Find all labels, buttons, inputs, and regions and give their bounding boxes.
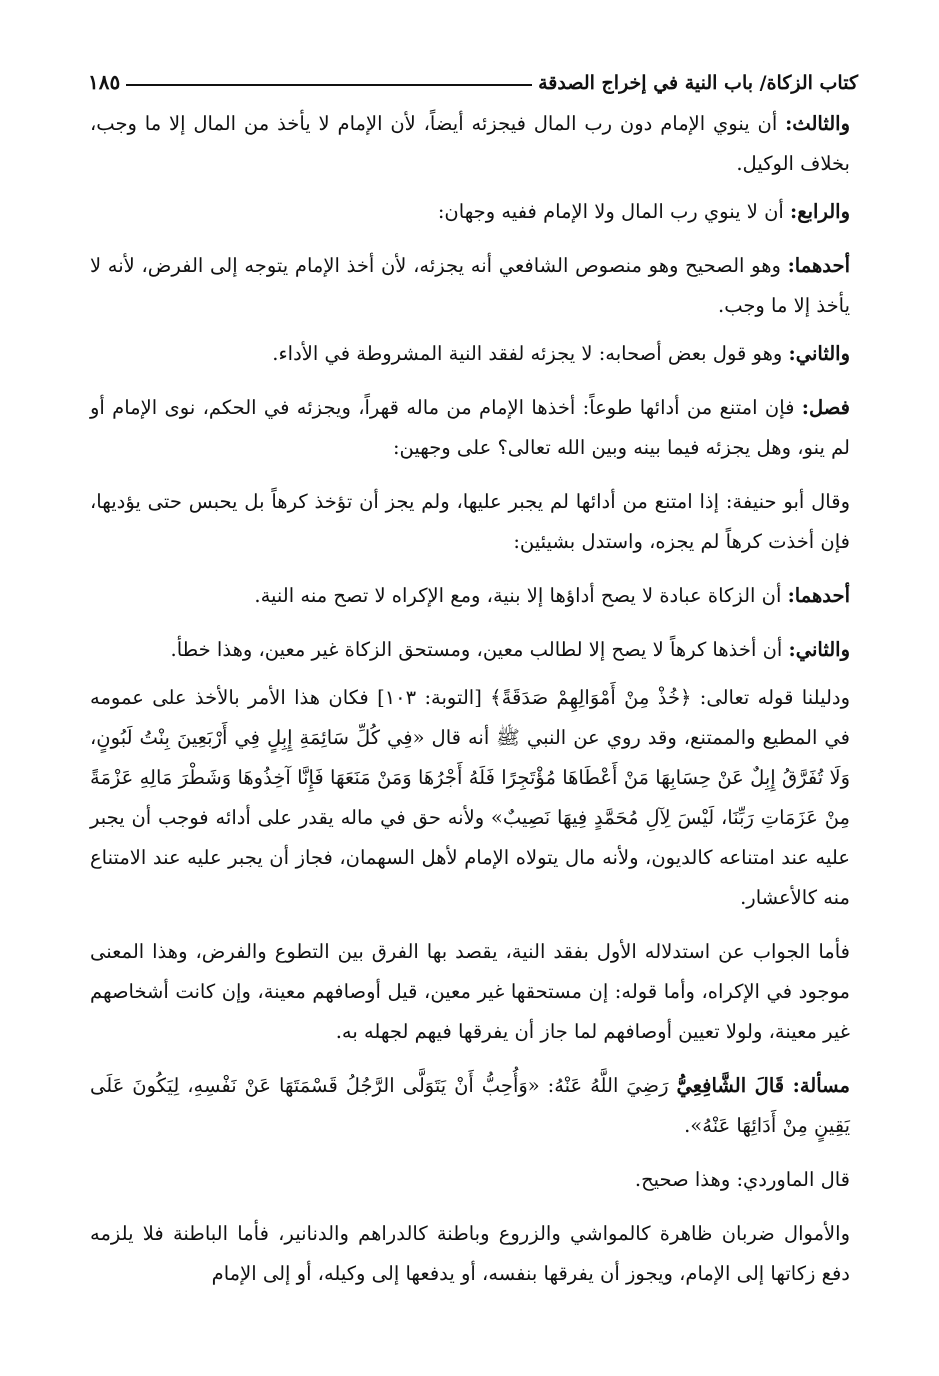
paragraph-text: فأما الجواب عن استدلاله الأول بفقد النية، يقصد بها الفرق بين التطوع والفرض، وهذا المعنى موجود في الإكراه، وأما قوله: إن مستحقها غير معين، قيل أوصافهم معينة، وإن كانت أشخاصهم غير معينة، ولولا تعيين أوصافهم لما جاز أن يفرقها فيهم لجهله به. [90,940,850,1043]
paragraph-text: وهو الصحيح وهو منصوص الشافعي أنه يجزئه، لأن أخذ الإمام يتوجه إلى الفرض، لأنه لا يأخذ إلا ما وجب. [90,254,850,317]
paragraph-1 [90,104,850,184]
paragraph-text: أن ينوي الإمام دون رب المال فيجزئه أيضاً، لأن الإمام لا يأخذ من المال إلا ما وجب، بخلاف الوكيل. [90,112,850,175]
paragraph-3 [90,246,850,326]
paragraph-5 [90,388,850,468]
paragraph-lead: والثاني: [788,638,850,661]
paragraph-lead: أحدهما: [787,584,850,607]
page-body [90,104,850,1302]
paragraph-lead: فصل: [801,396,850,419]
header-rule [126,84,532,86]
paragraph-text: أن أخذها كرهاً لا يصح إلا لطالب معين، ومستحق الزكاة غير معين، وهذا خطأ. [170,638,789,661]
paragraph-11 [90,1066,850,1146]
paragraph-12 [90,1160,850,1200]
paragraph-2 [90,192,850,232]
paragraph-text: أن لا ينوي رب المال ولا الإمام ففيه وجهان: [437,200,791,223]
paragraph-text: فإن امتنع من أدائها طوعاً: أخذها الإمام من ماله قهراً، ويجزئه في الحكم، نوى الإمام أو لم ينو، وهل يجزئه فيما بينه وبين الله تعالى؟ على وجهين: [90,396,850,459]
running-header [88,58,858,94]
paragraph-lead: أحدهما: [787,254,850,277]
paragraph-9 [90,678,850,918]
paragraph-6 [90,482,850,562]
paragraph-lead: والثالث: [785,112,850,135]
paragraph-lead: مسألة: قَالَ الشَّافِعِيُّ [676,1074,850,1097]
paragraph-text: قال الماوردي: وهذا صحيح. [634,1168,850,1191]
paragraph-8 [90,630,850,670]
paragraph-10 [90,932,850,1052]
header-title: كتاب الزكاة/ باب النية في إخراج الصدقة [538,72,858,94]
paragraph-4 [90,334,850,374]
paragraph-lead: والثاني: [788,342,850,365]
paragraph-lead: والرابع: [790,200,850,223]
paragraph-text: والأموال ضربان ظاهرة كالمواشي والزروع وباطنة كالدراهم والدنانير، فأما الباطنة فلا يلزمه دفع زكاتها إلى الإمام، ويجوز أن يفرقها بنفسه، أو يدفعها إلى وكيله، أو إلى الإمام [90,1222,850,1285]
paragraph-text: رَضِيَ اللَّهُ عَنْهُ: «وَأُحِبُّ أَنْ يَتَوَلَّى الرَّجُلُ قَسْمَتَهَا عَنْ نَفْسِهِ، لِيَكُونَ عَلَى يَقِينٍ مِنْ أَدَائِهَا عَنْهُ». [90,1074,850,1137]
paragraph-text: وقال أبو حنيفة: إذا امتنع من أدائها لم يجبر عليها، ولم يجز أن تؤخذ كرهاً بل يحبس حتى يؤديها، فإن أخذت كرهاً لم يجزه، واستدل بشيئين: [90,490,850,553]
paragraph-text: ودليلنا قوله تعالى: ﴿خُذْ مِنْ أَمْوَالِهِمْ صَدَقَةً﴾ [التوبة: ١٠٣] فكان هذا الأمر بالأخذ على عمومه في المطيع والممتنع، وقد روي عن النبي ﷺ أنه قال «فِي كُلِّ سَائِمَةِ إِبِلٍ فِي أَرْبَعِينَ بِنْتُ لَبُونٍ، وَلَا تُفَرَّقُ إِبِلٌ عَنْ حِسَابِهَا مَنْ أَعْطَاهَا مُؤْتَجِرًا فَلَهُ أَجْرُهَا وَمَنْ مَنَعَهَا فَإِنَّا آخِذُوهَا وَشَطْرَ مَالِهِ عَزْمَةً مِنْ عَزَمَاتِ رَبِّنَا، لَيْسَ لِآلِ مُحَمَّدٍ فِيهَا نَصِيبٌ» ولأنه حق في ماله يقدر على أدائه فوجب أن يجبر عليه عند امتناعه كالديون، ولأنه مال يتولاه الإمام لأهل السهمان، فجاز أن يجبر عليه عند الامتناع منه كالأعشار. [90,686,850,909]
paragraph-text: أن الزكاة عبادة لا يصح أداؤها إلا بنية، ومع الإكراه لا تصح منه النية. [254,584,788,607]
paragraph-7 [90,576,850,616]
paragraph-13 [90,1214,850,1294]
paragraph-text: وهو قول بعض أصحابه: لا يجزئه لفقد النية المشروطة في الأداء. [272,342,789,365]
page-number: ١٨٥ [88,70,121,94]
